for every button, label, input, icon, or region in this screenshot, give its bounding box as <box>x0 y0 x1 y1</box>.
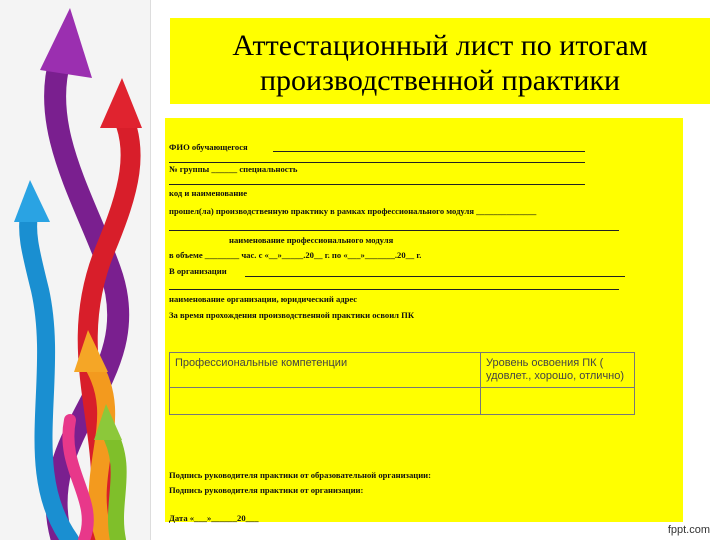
signature-org: Подпись руководителя практики от организации: <box>169 485 364 495</box>
organization-blank <box>245 276 625 277</box>
module-caption: наименование профессионального модуля <box>229 235 394 245</box>
title-line-1: Аттестационный лист по итогам <box>232 29 648 62</box>
footer-logo: fppt.com <box>667 524 710 536</box>
specialty-caption: код и наименование <box>169 188 248 198</box>
title-line-2: производственной практики <box>259 64 621 97</box>
competencies-table <box>169 352 635 415</box>
competencies-intro: За время прохождения производственной практики освоил ПК <box>169 310 415 320</box>
decorative-arrows-graphic <box>0 0 175 540</box>
group-specialty-line: № группы ______ специальность <box>169 164 298 174</box>
header-competencies: Профессиональные компетенции <box>170 353 481 388</box>
module-blank <box>169 230 619 231</box>
date-line: Дата «___»______20___ <box>169 513 259 523</box>
level-cell <box>481 388 635 415</box>
organization-caption: наименование организации, юридический адрес <box>169 294 358 304</box>
signature-edu: Подпись руководителя практики от образовательной организации: <box>169 470 431 480</box>
student-name-blank <box>273 151 585 152</box>
competency-cell <box>170 388 481 415</box>
header-level: Уровень освоения ПК ( удовлет., хорошо, отлично) <box>481 353 635 388</box>
student-name-blank-2 <box>169 162 585 163</box>
student-name-label: ФИО обучающегося <box>169 142 248 152</box>
table-row <box>170 388 635 415</box>
slide-title <box>170 18 710 104</box>
module-line: прошел(ла) производственную практику в рамках профессионального модуля ______________ <box>169 206 537 216</box>
organization-label: В организации <box>169 266 227 276</box>
volume-dates-line: в объеме ________ час. с «__»_____.20__ г. по «___»_______.20__ г. <box>169 250 422 260</box>
specialty-blank <box>169 184 585 185</box>
organization-blank-2 <box>169 289 619 290</box>
attestation-form <box>165 118 683 522</box>
table-header-row <box>170 353 635 388</box>
